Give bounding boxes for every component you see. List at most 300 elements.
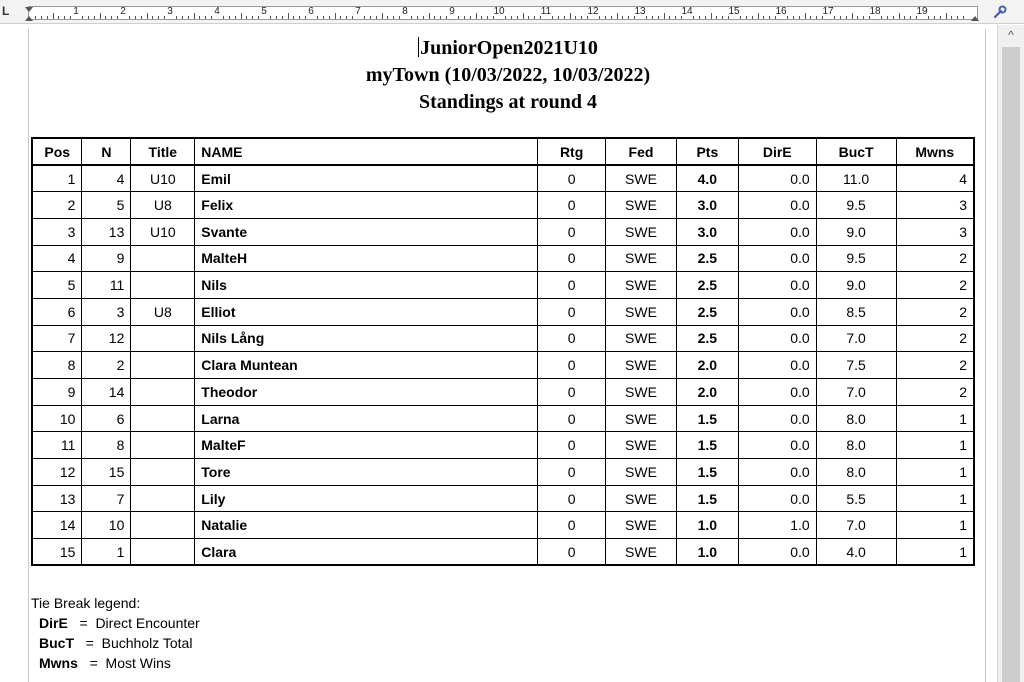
header-n: N bbox=[82, 138, 131, 165]
cell-fed: SWE bbox=[606, 405, 677, 432]
ruler-track[interactable] bbox=[28, 6, 978, 20]
cell-n: 4 bbox=[82, 165, 131, 192]
header-name: NAME bbox=[195, 138, 538, 165]
cell-rtg: 0 bbox=[538, 192, 606, 219]
cell-mwns: 2 bbox=[896, 298, 974, 325]
cell-name: Felix bbox=[195, 192, 538, 219]
ruler-tick bbox=[910, 16, 911, 19]
table-row bbox=[32, 405, 974, 432]
ruler-tick bbox=[669, 16, 670, 19]
ruler-tick bbox=[399, 16, 400, 19]
ruler-tick bbox=[423, 16, 424, 19]
cell-rtg: 0 bbox=[538, 325, 606, 352]
legend-key: Mwns bbox=[39, 655, 78, 671]
left-indent-marker[interactable] bbox=[25, 16, 33, 21]
cell-pts: 1.5 bbox=[676, 485, 738, 512]
chevron-up-icon[interactable]: ^ bbox=[1008, 28, 1014, 42]
cell-rtg: 0 bbox=[538, 245, 606, 272]
ruler-tick bbox=[934, 16, 935, 19]
ruler-tick bbox=[446, 16, 447, 19]
ruler-tick bbox=[270, 16, 271, 19]
ruler-tick bbox=[352, 16, 353, 19]
cell-n: 11 bbox=[82, 272, 131, 299]
ruler-tick bbox=[329, 16, 330, 19]
cell-buct: 7.0 bbox=[816, 379, 896, 406]
ruler[interactable] bbox=[0, 0, 1024, 24]
table-row bbox=[32, 245, 974, 272]
ruler-tick bbox=[558, 16, 559, 19]
ruler-tick bbox=[476, 13, 477, 19]
cell-pos: 10 bbox=[32, 405, 82, 432]
cell-name: MalteH bbox=[195, 245, 538, 272]
ruler-tick bbox=[176, 16, 177, 19]
cell-n: 2 bbox=[82, 352, 131, 379]
ruler-tick bbox=[188, 16, 189, 19]
cell-name: Clara bbox=[195, 539, 538, 566]
ruler-tick bbox=[370, 16, 371, 19]
ruler-tick bbox=[617, 13, 618, 19]
cell-n: 10 bbox=[82, 512, 131, 539]
ruler-tick bbox=[599, 16, 600, 19]
ruler-label: 9 bbox=[449, 6, 455, 17]
report-header bbox=[29, 35, 987, 116]
cell-pos: 1 bbox=[32, 165, 82, 192]
ruler-tick bbox=[487, 16, 488, 19]
ruler-tick bbox=[605, 16, 606, 19]
ruler-tick bbox=[411, 16, 412, 19]
cell-n: 8 bbox=[82, 432, 131, 459]
ruler-tick bbox=[857, 16, 858, 19]
ruler-tick bbox=[182, 16, 183, 19]
ruler-label: 3 bbox=[167, 6, 173, 17]
ruler-tick bbox=[834, 16, 835, 19]
cell-name: MalteF bbox=[195, 432, 538, 459]
ruler-tick bbox=[346, 16, 347, 19]
cell-fed: SWE bbox=[606, 432, 677, 459]
ruler-tick bbox=[246, 16, 247, 19]
ruler-tick bbox=[893, 16, 894, 19]
ruler-label: 13 bbox=[634, 6, 646, 17]
ruler-tick bbox=[241, 13, 242, 19]
legend-item bbox=[31, 633, 200, 653]
cell-n: 15 bbox=[82, 459, 131, 486]
wrench-icon[interactable] bbox=[992, 4, 1008, 20]
ruler-tick bbox=[35, 16, 36, 19]
cell-pos: 6 bbox=[32, 298, 82, 325]
cell-pos: 12 bbox=[32, 459, 82, 486]
cell-mwns: 1 bbox=[896, 539, 974, 566]
cell-name: Elliot bbox=[195, 298, 538, 325]
ruler-tick bbox=[152, 16, 153, 19]
ruler-tick bbox=[552, 16, 553, 19]
header-buct: BucT bbox=[816, 138, 896, 165]
table-row bbox=[32, 459, 974, 486]
ruler-tick bbox=[746, 16, 747, 19]
ruler-tick bbox=[235, 16, 236, 19]
ruler-tick bbox=[387, 16, 388, 19]
cell-title bbox=[131, 459, 195, 486]
cell-name: Theodor bbox=[195, 379, 538, 406]
table-row bbox=[32, 485, 974, 512]
cell-n: 7 bbox=[82, 485, 131, 512]
cell-name: Larna bbox=[195, 405, 538, 432]
cell-n: 1 bbox=[82, 539, 131, 566]
legend-heading: Tie Break legend: bbox=[31, 595, 141, 611]
ruler-label: 15 bbox=[728, 6, 740, 17]
cell-pts: 2.5 bbox=[676, 325, 738, 352]
cell-pts: 2.5 bbox=[676, 245, 738, 272]
cell-buct: 7.5 bbox=[816, 352, 896, 379]
cell-dire: 0.0 bbox=[738, 272, 816, 299]
cell-buct: 5.5 bbox=[816, 485, 896, 512]
cell-pts: 2.5 bbox=[676, 298, 738, 325]
ruler-tick bbox=[652, 16, 653, 19]
right-indent-marker[interactable] bbox=[971, 16, 979, 21]
ruler-tick bbox=[282, 16, 283, 19]
table-row bbox=[32, 432, 974, 459]
ruler-tick bbox=[276, 16, 277, 19]
ruler-tick bbox=[570, 13, 571, 19]
ruler-tick bbox=[335, 13, 336, 19]
ruler-tick bbox=[147, 13, 148, 19]
ruler-tick bbox=[111, 16, 112, 19]
ruler-tick bbox=[129, 16, 130, 19]
cell-n: 3 bbox=[82, 298, 131, 325]
ruler-tick bbox=[252, 16, 253, 19]
cell-name: Tore bbox=[195, 459, 538, 486]
table-row bbox=[32, 272, 974, 299]
cell-pts: 1.5 bbox=[676, 432, 738, 459]
cell-dire: 0.0 bbox=[738, 432, 816, 459]
table-row bbox=[32, 192, 974, 219]
ruler-tick bbox=[434, 16, 435, 19]
cell-buct: 4.0 bbox=[816, 539, 896, 566]
cell-mwns: 1 bbox=[896, 405, 974, 432]
ruler-tick bbox=[810, 16, 811, 19]
cell-pos: 9 bbox=[32, 379, 82, 406]
ruler-tick bbox=[646, 16, 647, 19]
cell-buct: 9.0 bbox=[816, 218, 896, 245]
ruler-tick bbox=[58, 16, 59, 19]
cell-mwns: 1 bbox=[896, 459, 974, 486]
cell-pts: 2.5 bbox=[676, 272, 738, 299]
standings-round: Standings at round 4 bbox=[418, 91, 598, 113]
header-fed: Fed bbox=[606, 138, 677, 165]
ruler-tick bbox=[293, 16, 294, 19]
ruler-tick bbox=[863, 16, 864, 19]
ruler-tick bbox=[904, 16, 905, 19]
cell-title: U8 bbox=[131, 298, 195, 325]
ruler-tick bbox=[429, 13, 430, 19]
table-row bbox=[32, 512, 974, 539]
cell-buct: 7.0 bbox=[816, 325, 896, 352]
ruler-tick bbox=[805, 13, 806, 19]
ruler-tick bbox=[799, 16, 800, 19]
cell-n: 14 bbox=[82, 379, 131, 406]
ruler-label: 2 bbox=[120, 6, 126, 17]
cell-pts: 1.0 bbox=[676, 512, 738, 539]
ruler-tick bbox=[675, 16, 676, 19]
cell-mwns: 1 bbox=[896, 512, 974, 539]
ruler-tick bbox=[581, 16, 582, 19]
ruler-label: 17 bbox=[822, 6, 834, 17]
ruler-tick bbox=[470, 16, 471, 19]
ruler-tick bbox=[840, 16, 841, 19]
header-title: Title bbox=[131, 138, 195, 165]
cell-pts: 1.0 bbox=[676, 539, 738, 566]
ruler-tick bbox=[194, 13, 195, 19]
legend-desc: Buchholz Total bbox=[101, 635, 193, 651]
ruler-tick bbox=[881, 16, 882, 19]
cell-title bbox=[131, 512, 195, 539]
scroll-thumb[interactable] bbox=[1002, 47, 1020, 682]
ruler-tick bbox=[793, 16, 794, 19]
ruler-tick bbox=[622, 16, 623, 19]
header-pts: Pts bbox=[676, 138, 738, 165]
ruler-tick bbox=[364, 16, 365, 19]
cell-mwns: 4 bbox=[896, 165, 974, 192]
cell-title bbox=[131, 539, 195, 566]
cell-buct: 11.0 bbox=[816, 165, 896, 192]
cell-dire: 0.0 bbox=[738, 325, 816, 352]
cell-mwns: 2 bbox=[896, 245, 974, 272]
ruler-tick bbox=[47, 16, 48, 19]
cell-title bbox=[131, 379, 195, 406]
document-view[interactable] bbox=[0, 25, 997, 682]
cell-buct: 8.0 bbox=[816, 405, 896, 432]
ruler-tick bbox=[258, 16, 259, 19]
cell-buct: 9.0 bbox=[816, 272, 896, 299]
ruler-label: 19 bbox=[916, 6, 928, 17]
ruler-tick bbox=[117, 16, 118, 19]
cell-pts: 4.0 bbox=[676, 165, 738, 192]
ruler-label: 8 bbox=[402, 6, 408, 17]
ruler-tick bbox=[722, 16, 723, 19]
ruler-tick bbox=[963, 16, 964, 19]
table-row bbox=[32, 165, 974, 192]
ruler-tick bbox=[852, 13, 853, 19]
cell-pos: 8 bbox=[32, 352, 82, 379]
cell-title bbox=[131, 245, 195, 272]
ruler-tick bbox=[481, 16, 482, 19]
ruler-tick bbox=[105, 16, 106, 19]
cell-mwns: 3 bbox=[896, 192, 974, 219]
ruler-tick bbox=[288, 13, 289, 19]
cell-title: U10 bbox=[131, 165, 195, 192]
cell-rtg: 0 bbox=[538, 459, 606, 486]
cell-n: 13 bbox=[82, 218, 131, 245]
cell-rtg: 0 bbox=[538, 379, 606, 406]
vertical-scrollbar[interactable] bbox=[997, 25, 1024, 682]
ruler-tick bbox=[534, 16, 535, 19]
cell-rtg: 0 bbox=[538, 539, 606, 566]
ruler-label: 4 bbox=[214, 6, 220, 17]
cell-pos: 5 bbox=[32, 272, 82, 299]
header-rtg: Rtg bbox=[538, 138, 606, 165]
first-line-indent-marker[interactable] bbox=[25, 7, 33, 12]
legend-sep: = bbox=[79, 615, 88, 631]
ruler-tick bbox=[711, 13, 712, 19]
table-row bbox=[32, 379, 974, 406]
cell-pos: 4 bbox=[32, 245, 82, 272]
cell-fed: SWE bbox=[606, 245, 677, 272]
cell-mwns: 1 bbox=[896, 432, 974, 459]
cell-fed: SWE bbox=[606, 325, 677, 352]
ruler-tick bbox=[505, 16, 506, 19]
ruler-tick bbox=[658, 16, 659, 19]
ruler-tick bbox=[664, 13, 665, 19]
cell-fed: SWE bbox=[606, 459, 677, 486]
ruler-tick bbox=[705, 16, 706, 19]
cell-rtg: 0 bbox=[538, 485, 606, 512]
cell-dire: 0.0 bbox=[738, 192, 816, 219]
cell-fed: SWE bbox=[606, 192, 677, 219]
ruler-label: 7 bbox=[355, 6, 361, 17]
cell-pos: 3 bbox=[32, 218, 82, 245]
cell-mwns: 1 bbox=[896, 485, 974, 512]
cell-pts: 1.5 bbox=[676, 405, 738, 432]
header-dire: DirE bbox=[738, 138, 816, 165]
ruler-label: 5 bbox=[261, 6, 267, 17]
cell-pts: 1.5 bbox=[676, 459, 738, 486]
tournament-subtitle: myTown (10/03/2022, 10/03/2022) bbox=[365, 64, 651, 86]
cell-dire: 1.0 bbox=[738, 512, 816, 539]
table-header-row bbox=[32, 138, 974, 165]
ruler-tick bbox=[382, 13, 383, 19]
ruler-tick bbox=[158, 16, 159, 19]
page bbox=[28, 29, 986, 682]
cell-dire: 0.0 bbox=[738, 379, 816, 406]
ruler-tick bbox=[205, 16, 206, 19]
ruler-tick bbox=[323, 16, 324, 19]
cell-name: Nils Lång bbox=[195, 325, 538, 352]
ruler-tick bbox=[135, 16, 136, 19]
cell-buct: 7.0 bbox=[816, 512, 896, 539]
legend-item bbox=[31, 613, 200, 633]
ruler-tick bbox=[70, 16, 71, 19]
cell-fed: SWE bbox=[606, 272, 677, 299]
standings-table bbox=[31, 137, 975, 566]
table-row bbox=[32, 352, 974, 379]
cell-dire: 0.0 bbox=[738, 218, 816, 245]
cell-rtg: 0 bbox=[538, 432, 606, 459]
cell-dire: 0.0 bbox=[738, 459, 816, 486]
ruler-tick bbox=[887, 16, 888, 19]
cell-rtg: 0 bbox=[538, 272, 606, 299]
cell-fed: SWE bbox=[606, 539, 677, 566]
cell-dire: 0.0 bbox=[738, 165, 816, 192]
ruler-tick bbox=[946, 13, 947, 19]
ruler-label: 11 bbox=[540, 6, 552, 17]
cell-mwns: 2 bbox=[896, 272, 974, 299]
ruler-tick bbox=[846, 16, 847, 19]
ruler-tick bbox=[340, 16, 341, 19]
cell-dire: 0.0 bbox=[738, 352, 816, 379]
legend-sep: = bbox=[85, 635, 94, 651]
ruler-tick bbox=[769, 16, 770, 19]
cell-rtg: 0 bbox=[538, 218, 606, 245]
table-row bbox=[32, 298, 974, 325]
cell-n: 12 bbox=[82, 325, 131, 352]
ruler-tick bbox=[787, 16, 788, 19]
cell-rtg: 0 bbox=[538, 165, 606, 192]
ruler-tick bbox=[94, 16, 95, 19]
ruler-tick bbox=[82, 16, 83, 19]
ruler-tick bbox=[440, 16, 441, 19]
header-mwns: Mwns bbox=[896, 138, 974, 165]
ruler-tick bbox=[305, 16, 306, 19]
ruler-tick bbox=[628, 16, 629, 19]
ruler-tick bbox=[957, 16, 958, 19]
cell-buct: 9.5 bbox=[816, 192, 896, 219]
ruler-tick bbox=[64, 16, 65, 19]
cell-name: Emil bbox=[195, 165, 538, 192]
ruler-tick bbox=[928, 16, 929, 19]
ruler-tick bbox=[229, 16, 230, 19]
tab-stop-selector[interactable]: L bbox=[2, 4, 10, 18]
cell-mwns: 2 bbox=[896, 325, 974, 352]
cell-n: 9 bbox=[82, 245, 131, 272]
legend-key: BucT bbox=[39, 635, 74, 651]
cell-mwns: 2 bbox=[896, 379, 974, 406]
ruler-label: 12 bbox=[587, 6, 599, 17]
cell-dire: 0.0 bbox=[738, 245, 816, 272]
ruler-tick bbox=[899, 13, 900, 19]
cell-pos: 11 bbox=[32, 432, 82, 459]
cell-pos: 13 bbox=[32, 485, 82, 512]
legend-item bbox=[31, 653, 200, 673]
cell-pos: 14 bbox=[32, 512, 82, 539]
ruler-tick bbox=[517, 16, 518, 19]
cell-title bbox=[131, 432, 195, 459]
cell-dire: 0.0 bbox=[738, 539, 816, 566]
ruler-tick bbox=[951, 16, 952, 19]
ruler-label: 14 bbox=[681, 6, 693, 17]
ruler-tick bbox=[523, 13, 524, 19]
ruler-tick bbox=[816, 16, 817, 19]
header-pos: Pos bbox=[32, 138, 82, 165]
legend-key: DirE bbox=[39, 615, 68, 631]
ruler-tick bbox=[417, 16, 418, 19]
ruler-label: 1 bbox=[73, 6, 79, 17]
cell-fed: SWE bbox=[606, 512, 677, 539]
cell-fed: SWE bbox=[606, 165, 677, 192]
cell-fed: SWE bbox=[606, 379, 677, 406]
cell-n: 6 bbox=[82, 405, 131, 432]
ruler-label: 6 bbox=[308, 6, 314, 17]
cell-title bbox=[131, 352, 195, 379]
cell-name: Svante bbox=[195, 218, 538, 245]
ruler-tick bbox=[88, 16, 89, 19]
ruler-tick bbox=[740, 16, 741, 19]
ruler-tick bbox=[41, 16, 42, 19]
cell-dire: 0.0 bbox=[738, 298, 816, 325]
ruler-label: 10 bbox=[493, 6, 505, 17]
ruler-tick bbox=[53, 13, 54, 19]
cell-pos: 2 bbox=[32, 192, 82, 219]
cell-fed: SWE bbox=[606, 218, 677, 245]
cell-buct: 9.5 bbox=[816, 245, 896, 272]
legend-desc: Most Wins bbox=[105, 655, 171, 671]
cell-fed: SWE bbox=[606, 485, 677, 512]
cell-pts: 3.0 bbox=[676, 192, 738, 219]
ruler-tick bbox=[199, 16, 200, 19]
legend-desc: Direct Encounter bbox=[95, 615, 200, 631]
cell-dire: 0.0 bbox=[738, 405, 816, 432]
cell-dire: 0.0 bbox=[738, 485, 816, 512]
cell-mwns: 3 bbox=[896, 218, 974, 245]
cell-pos: 15 bbox=[32, 539, 82, 566]
